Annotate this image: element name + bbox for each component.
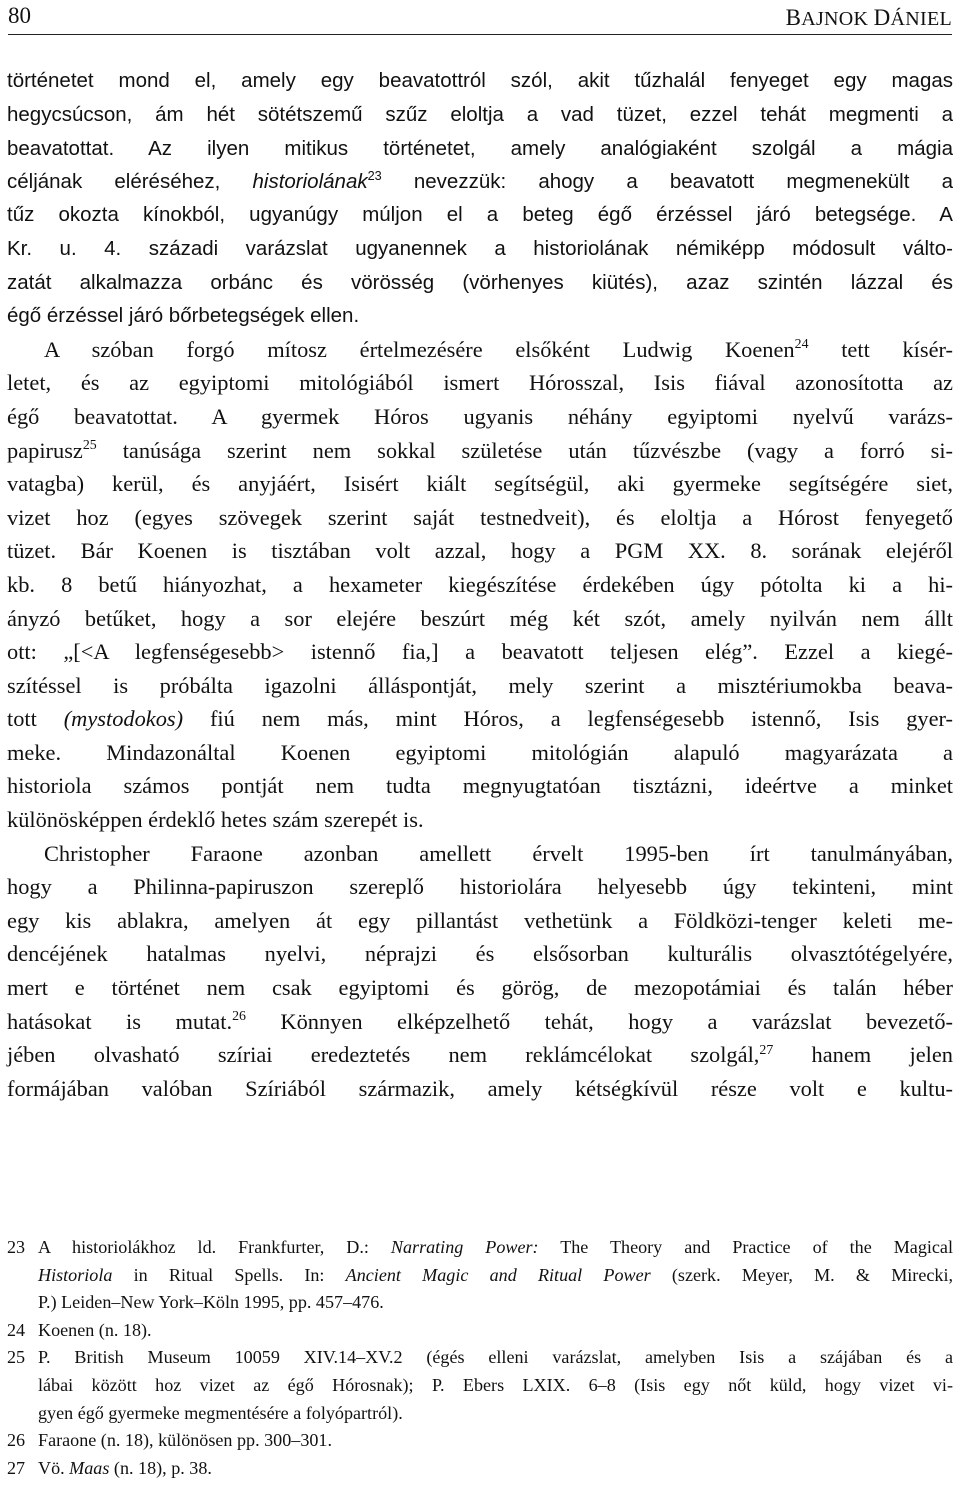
text-line: dencéjének hatalmas nyelvi, néprajzi és elsősorban kulturális olvasztótégelyére, — [7, 941, 953, 967]
text-line — [7, 434, 953, 468]
text-line: különösképpen érdeklő hetes szám szerepét is. — [7, 807, 424, 833]
author-initial-1: B — [785, 5, 802, 30]
text-line — [7, 198, 953, 232]
text-run: céljának eléréséhez, — [7, 169, 253, 193]
text-line: ányzó betűket, hogy a sor elejére beszúrt még két szót, amely nyilván nem állt — [7, 605, 953, 631]
italic-term: historiolának — [252, 169, 368, 193]
footnote-number: 25 — [7, 1347, 26, 1368]
text-line: historiola számos pontját nem tudta megnyugtatóan tisztázni, ideértve a minket — [7, 773, 953, 799]
text-line — [7, 165, 953, 199]
text-line: egy kis ablakra, amelyen át egy pillantást vethetünk a Földközi-tenger keleti me- — [7, 907, 953, 933]
body-text — [7, 64, 953, 1105]
header-rule — [8, 34, 952, 35]
running-head-author — [786, 5, 952, 31]
text-run: A — [916, 203, 953, 227]
author-initial-2: D — [873, 5, 891, 30]
text-run: hanem jelen — [773, 1042, 953, 1068]
text-run: in Ritual Spells. In: — [112, 1264, 346, 1285]
footnote-ref: 25 — [82, 438, 97, 454]
text-run: fiú nem más, mint Hóros, a legfenségesebb istennő, Isis gyer- — [183, 706, 953, 732]
footnote-24 — [7, 1317, 953, 1345]
text-line: zatát alkalmazza orbánc és vörösség (vörhenyes kiütés), azaz szintén lázzal és — [7, 270, 953, 294]
italic-title: Ancient Magic and Ritual Power — [345, 1264, 651, 1285]
text-run: Könnyen elképzelhető tehát, hogy a varázslat bevezető- — [245, 1008, 953, 1034]
text-run: tűz okozta kínokból, ugyanúgy múljon el a beteg égő érzéssel járó betegsége. — [7, 203, 917, 227]
text-run: (szerk. Meyer, M. & Mirecki, — [650, 1264, 953, 1285]
footnote-ref: 26 — [232, 1009, 246, 1025]
running-header — [8, 0, 952, 34]
text-line: mert e történet nem csak egyiptomi és görög, de mezopotámiai és talán héber — [7, 975, 953, 1001]
text-line: vizet hoz (egyes szövegek szerint saját testnedveit), és eloltja a Hórost fenyegető — [7, 504, 953, 530]
text-run: Az ilyen mitikus történetet, amely analógiaként szolgál a mágia — [114, 137, 953, 161]
footnote-line: Koenen (n. 18). — [38, 1319, 152, 1340]
text-line — [7, 333, 953, 367]
footnote-line — [38, 1262, 953, 1290]
text-run: tanúsága szerint nem sokkal születése után tűzvészbe (vagy a forró si- — [96, 437, 953, 463]
text-run: (n. 18), p. 38. — [109, 1457, 212, 1478]
text-line: formájában valóban Szíriából származik, amely kétségkívül része volt e kultu- — [7, 1075, 953, 1101]
footnote-27 — [7, 1455, 953, 1483]
text-run: Kr. u. 4. — [7, 236, 122, 260]
text-line: hegycsúcson, ám hét sötétszemű szűz eloltja a vad tüzet, ezzel tehát megmenti a — [7, 102, 953, 126]
text-line: vatagba) kerül, és anyjáért, Isisért kiált segítségül, aki gyermeke segítségére siet, — [7, 471, 953, 497]
text-run: beavatottat. — [7, 137, 115, 161]
author-name-1: AJNOK — [801, 8, 869, 30]
footnote-line: lábai között hoz vizet az égő Hórosnak); P. Ebers LXIX. 6–8 (Isis egy nőt küld, hogy vizet vi- — [38, 1374, 953, 1395]
text-line: szítéssel is próbálta igazolni álláspontját, mely szerint a misztériumokba beava- — [7, 672, 953, 698]
text-line: égő érzéssel járó bőrbetegségek ellen. — [7, 304, 360, 328]
text-line: hogy a Philinna-papiruszon szereplő historiolára helyesebb úgy tekinteni, mint — [7, 874, 953, 900]
footnote-line: Faraone (n. 18), különösen pp. 300–301. — [38, 1430, 332, 1451]
text-line: kb. 8 betű hiányozhat, a hexameter kiegészítése érdekében úgy pótolta ki a hi- — [7, 571, 953, 597]
author-name-2: ÁNIEL — [890, 8, 952, 30]
footnote-number: 24 — [7, 1319, 26, 1340]
text-run: tott — [7, 706, 64, 732]
text-run: A gyermek Hóros ugyanis néhány egyiptomi nyelvű varázs- — [177, 403, 953, 429]
text-run: égő beavatottat. — [7, 403, 178, 429]
text-line: Christopher Faraone azonban amellett érvelt 1995-ben írt tanulmányában, — [44, 840, 953, 866]
text-run: The Theory and Practice of the Magical — [538, 1237, 953, 1257]
footnote-25 — [7, 1344, 953, 1427]
footnote-26 — [7, 1427, 953, 1455]
footnote-line — [38, 1455, 953, 1483]
text-run: A szóban forgó mítosz értelmezésére elsőként Ludwig Koenen — [44, 336, 795, 362]
text-line: letet, és az egyiptomi mitológiából ismert Hórosszal, Isis fiával azonosította az — [7, 370, 953, 396]
text-run: századi varázslat ugyanennek a historiolának némiképp módosult válto- — [121, 236, 953, 260]
text-line — [7, 131, 953, 165]
text-run: A historiolákhoz ld. Frankfurter, D.: — [38, 1237, 391, 1257]
footnote-ref: 24 — [794, 337, 809, 353]
text-line — [7, 400, 953, 434]
italic-title: Narrating Power: — [390, 1237, 539, 1257]
text-line — [7, 702, 953, 736]
text-run: tett kísér- — [808, 336, 954, 362]
text-run: nevezzük: ahogy a beavatott megmenekült a — [381, 169, 953, 193]
footnote-23 — [7, 1234, 953, 1317]
footnote-line: P. British Museum 10059 XIV.14–XV.2 (égés elleni varázslat, amelyben Isis a szájában és a — [38, 1347, 953, 1368]
page-number: 80 — [8, 3, 31, 28]
text-run: Vö. — [38, 1457, 70, 1478]
italic-term: (mystodokos) — [63, 706, 184, 732]
footnote-ref: 23 — [367, 168, 382, 184]
footnote-number: 26 — [7, 1430, 26, 1451]
text-run: jében olvasható szíriai eredeztetés nem reklámcélokat szolgál, — [7, 1042, 760, 1068]
text-line: meke. Mindazonáltal Koenen egyiptomi mitológián alapuló magyarázata a — [7, 739, 953, 765]
footnote-ref: 27 — [759, 1042, 774, 1058]
text-run: hatásokat is mutat. — [7, 1008, 233, 1034]
text-line: tüzet. Bár Koenen is tisztában volt azzal, hogy a PGM XX. 8. sorának elejéről — [7, 538, 953, 564]
text-line — [7, 1038, 953, 1072]
footnote-line: gyen égő gyermeke megmentésére a folyópartról). — [38, 1402, 403, 1423]
italic-title: Historiola — [38, 1264, 113, 1285]
text-run: papirusz — [7, 437, 83, 463]
italic-title: Maas — [69, 1457, 110, 1478]
footnote-line — [38, 1234, 953, 1262]
footnote-number: 27 — [7, 1457, 26, 1478]
footnote-line: P.) Leiden–New York–Köln 1995, pp. 457–476. — [38, 1292, 384, 1313]
text-line: történetet mond el, amely egy beavatottról szól, akit tűzhalál fenyeget egy magas — [7, 69, 953, 92]
footnote-number: 23 — [7, 1237, 26, 1257]
text-line — [7, 1005, 953, 1039]
text-line: ott: „[<A legfenségesebb> istennő fia,] a beavatott teljesen elég”. Ezzel a kiegé- — [7, 639, 953, 665]
text-line — [7, 232, 953, 266]
footnotes — [7, 1234, 953, 1482]
